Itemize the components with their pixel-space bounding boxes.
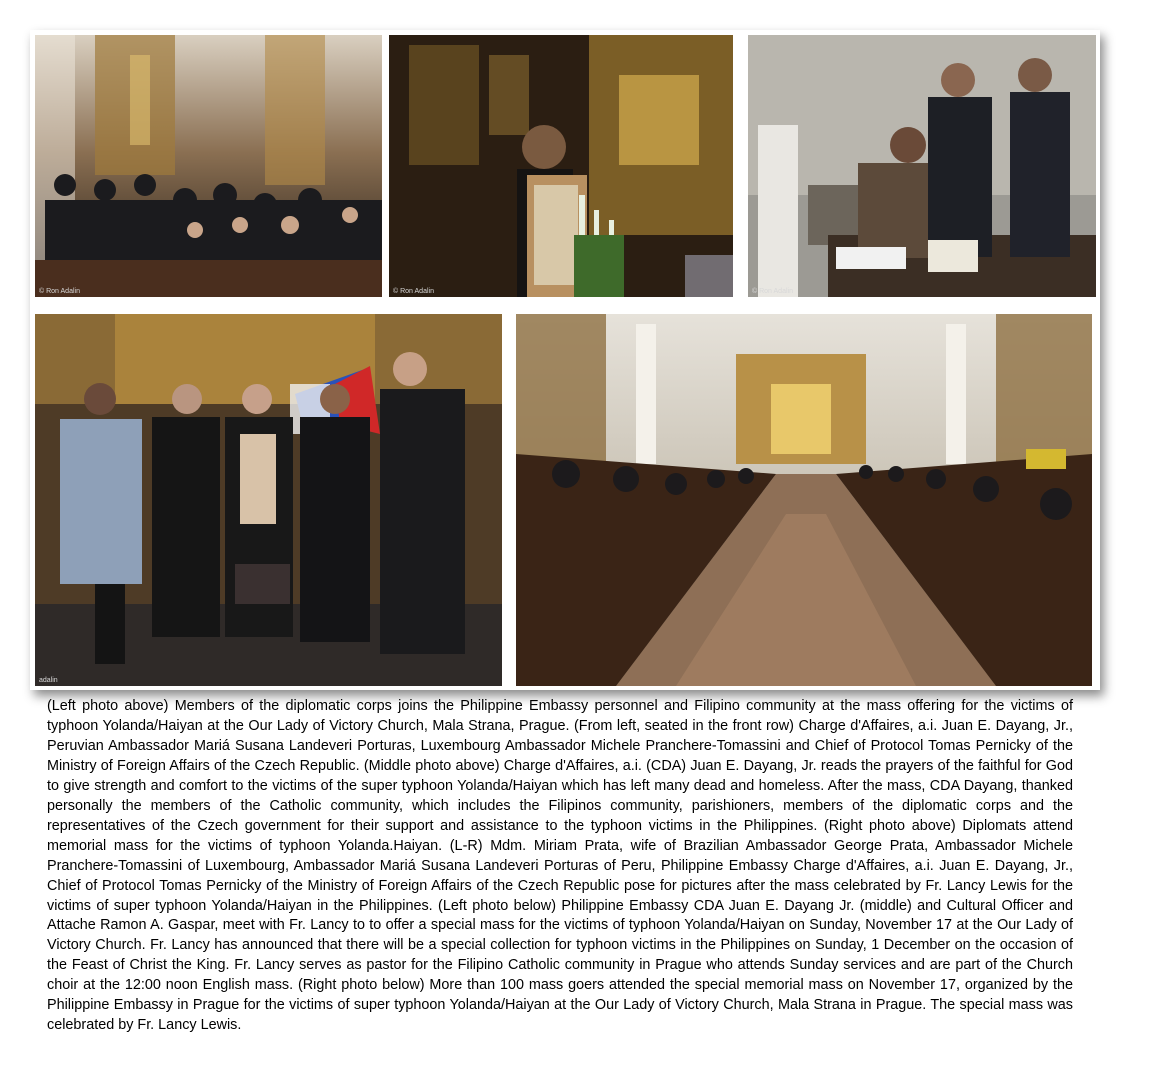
photo-credit: adalin — [39, 677, 58, 684]
photo-credit: © Ron Adalin — [39, 288, 80, 295]
photo-congregation-pews — [35, 35, 382, 297]
photo-church-nave — [516, 314, 1092, 686]
photo-credit: © Ron Adalin — [752, 288, 793, 295]
photo-lectern-reading — [389, 35, 733, 297]
photo-credit: © Ron Adalin — [393, 288, 434, 295]
photo-group-pose — [35, 314, 502, 686]
photo-meeting-priest — [748, 35, 1096, 297]
photo-caption: (Left photo above) Members of the diplomatic corps joins the Philippine Embassy personnel and Filipino community at the mass offering for the victims of typhoon Yolanda/Haiyan at the Our Lady of Victory Church, Mala Strana, Prague. (From left, seated in the front row) Charge d'Affaires, a.i. Juan E. Dayang, Jr., Peruvian Ambassador Mariá Susana Landeveri Porturas, Luxembourg Ambassador Michele Pranchere-Tomassini and Chief of Protocol Tomas Pernicky of the Ministry of Foreign Affairs of the Czech Republic. (Middle photo above) Charge d'Affaires, a.i. (CDA) Juan E. Dayang, Jr. reads the prayers of the faithful for God to give strength and comfort to the victims of the super typhoon Yolanda/Haiyan which has left many dead and homeless. After the mass, CDA Dayang, thanked personally the members of the Catholic community, which includes the Filipinos community, parishioners, members of the diplomatic corps and the representatives of the Czech government for their support and assistance to the typhoon victims in the Philippines. (Right photo above) Diplomats attend memorial mass for the victims of typhoon Yolanda.Haiyan. (L-R) Mdm. Miriam Prata, wife of Brazilian Ambassador George Prata, Ambassador Michele Pranchere-Tomassini of Luxembourg, Ambassador Mariá Susana Landeveri Porturas of Peru, Philippine Embassy Charge d'Affaires, a.i. Juan E. Dayang, Jr., Chief of Protocol Tomas Pernicky of the Ministry of Foreign Affairs of the Czech Republic pose for pictures after the mass celebrated by Fr. Lancy Lewis for the victims of super typhoon Yolanda/Haiyan in the Philippines. (Left photo below) Philippine Embassy CDA Juan E. Dayang Jr. (middle) and Cultural Officer and Attache Ramon A. Gaspar, meet with Fr. Lancy to to offer a special mass for the victims of typhoon Yolanda/Haiyan on Sunday, November 17 at the Our Lady of Victory Church. Fr. Lancy has announced that there will be a special collection for typhoon victims in the Philippines on Sunday, 1 December on the occasion of the Feast of Christ the King. Fr. Lancy serves as pastor for the Filipino Catholic community in Prague who attends Sunday services and are part of the Church choir at the 12:00 noon English mass. (Right photo below) More than 100 mass goers attended the special memorial mass on November 17, organized by the Philippine Embassy in Prague for the victims of super typhoon Yolanda/Haiyan at the Our Lady of Victory Church, Mala Strana in Prague. The special mass was celebrated by Fr. Lancy Lewis. — [47, 698, 1073, 1034]
